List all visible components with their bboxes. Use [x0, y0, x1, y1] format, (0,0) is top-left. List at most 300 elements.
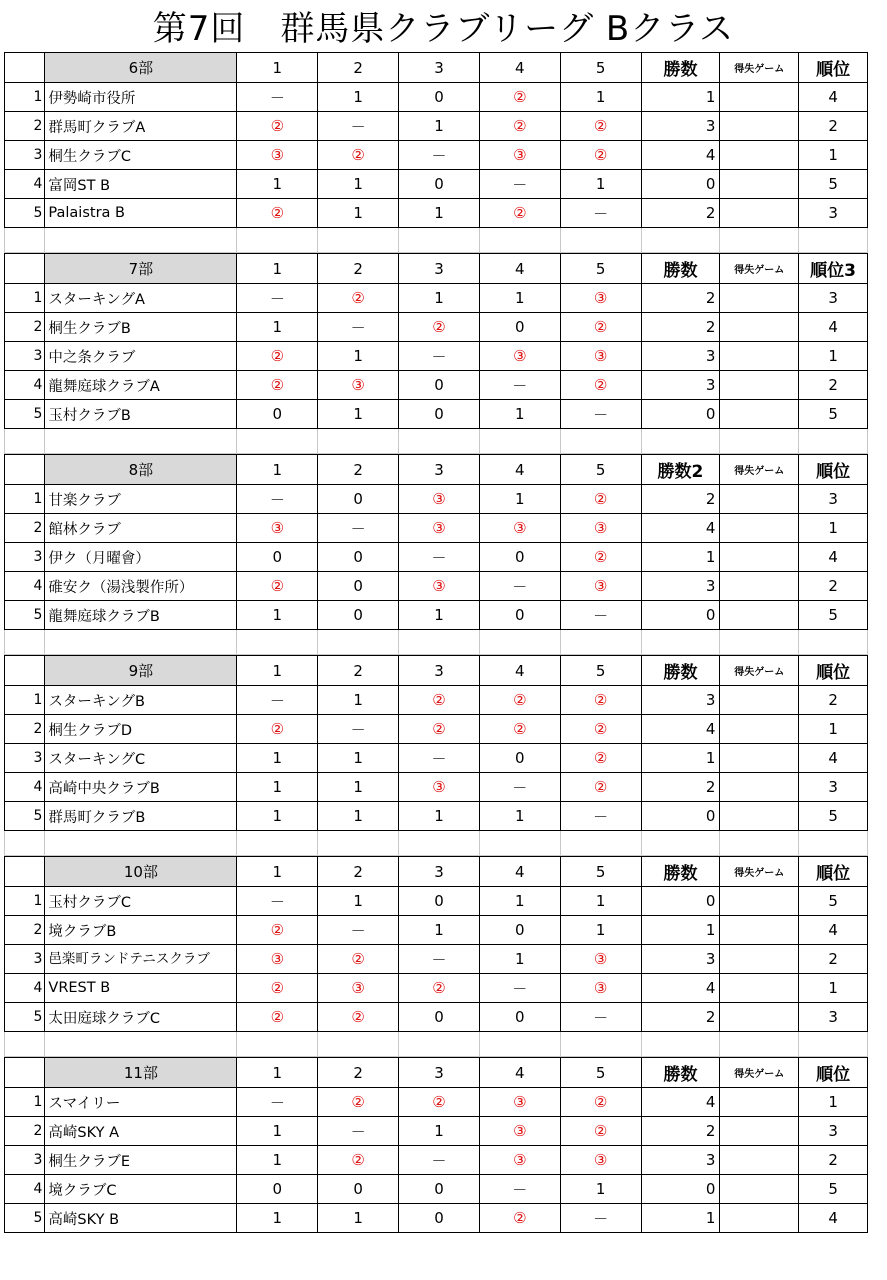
rank-header: 順位 [799, 857, 868, 887]
match-result: ③ [237, 514, 318, 543]
games-diff [720, 514, 799, 543]
header-blank-cell [5, 53, 45, 83]
spacer-cell [479, 228, 560, 253]
team-row [5, 686, 868, 715]
wins-count: 1 [641, 744, 720, 773]
team-name: 甘楽クラブ [45, 485, 237, 514]
team-name: スマイリー [45, 1088, 237, 1117]
games-diff [720, 802, 799, 831]
opponent-col-header: 5 [560, 455, 641, 485]
rank-value: 4 [799, 744, 868, 773]
spacer-cell [799, 228, 868, 253]
match-result: 1 [399, 916, 480, 945]
spacer-cell [318, 228, 399, 253]
match-result: － [479, 572, 560, 601]
team-number: 3 [5, 945, 45, 974]
team-number: 1 [5, 686, 45, 715]
division-name: 11部 [45, 1058, 237, 1088]
team-row [5, 1175, 868, 1204]
spacer-cell [641, 429, 720, 454]
opponent-col-header: 2 [318, 53, 399, 83]
division-table [4, 454, 868, 655]
match-result: － [560, 601, 641, 630]
opponent-col-header: 5 [560, 1058, 641, 1088]
opponent-col-header: 4 [479, 1058, 560, 1088]
match-result: ③ [399, 572, 480, 601]
rank-value: 1 [799, 715, 868, 744]
match-result: ③ [560, 1146, 641, 1175]
match-result: ③ [479, 1117, 560, 1146]
match-result: 1 [479, 400, 560, 429]
rank-value: 5 [799, 887, 868, 916]
team-name: スターキングC [45, 744, 237, 773]
match-result: ② [399, 715, 480, 744]
games-diff [720, 112, 799, 141]
page-title: 第7回 群馬県クラブリーグ Bクラス [152, 9, 735, 49]
team-name: 太田庭球クラブC [45, 1003, 237, 1032]
games-diff [720, 974, 799, 1003]
team-row [5, 112, 868, 141]
division-name: 9部 [45, 656, 237, 686]
team-name: スターキングA [45, 284, 237, 313]
wins-header: 勝数2 [641, 455, 720, 485]
spacer-row [5, 228, 868, 253]
match-result: ② [318, 945, 399, 974]
match-result: 0 [399, 1204, 480, 1233]
wins-header: 勝数 [641, 1058, 720, 1088]
rank-value: 5 [799, 1175, 868, 1204]
division-header-row [5, 857, 868, 887]
team-number: 1 [5, 1088, 45, 1117]
rank-value: 2 [799, 945, 868, 974]
rank-value: 1 [799, 1088, 868, 1117]
match-result: ② [237, 916, 318, 945]
match-result: 0 [479, 916, 560, 945]
header-blank-cell [5, 455, 45, 485]
rank-value: 2 [799, 371, 868, 400]
match-result: － [399, 1146, 480, 1175]
team-name: 伊ク（月曜會） [45, 543, 237, 572]
games-diff-header: 得失ゲーム [720, 1058, 799, 1088]
match-result: ③ [479, 1088, 560, 1117]
match-result: ③ [560, 945, 641, 974]
wins-count: 3 [641, 1146, 720, 1175]
spacer-cell [318, 630, 399, 655]
spacer-cell [5, 429, 45, 454]
rank-value: 3 [799, 1117, 868, 1146]
spacer-cell [799, 831, 868, 856]
match-result: 1 [399, 199, 480, 228]
match-result: 1 [399, 601, 480, 630]
match-result: 0 [318, 601, 399, 630]
match-result: 1 [237, 1117, 318, 1146]
team-name: 桐生クラブB [45, 313, 237, 342]
team-row [5, 887, 868, 916]
games-diff [720, 744, 799, 773]
match-result: 1 [318, 744, 399, 773]
match-result: ② [399, 1088, 480, 1117]
match-result: ③ [237, 141, 318, 170]
team-number: 3 [5, 744, 45, 773]
division-table [4, 1057, 868, 1233]
opponent-col-header: 5 [560, 656, 641, 686]
match-result: 1 [479, 802, 560, 831]
match-result: 0 [479, 601, 560, 630]
match-result: 1 [560, 916, 641, 945]
team-row [5, 601, 868, 630]
division-header-row [5, 254, 868, 284]
opponent-col-header: 2 [318, 656, 399, 686]
team-name: 玉村クラブB [45, 400, 237, 429]
match-result: － [399, 342, 480, 371]
games-diff [720, 1088, 799, 1117]
games-diff-header: 得失ゲーム [720, 656, 799, 686]
team-number: 2 [5, 514, 45, 543]
division-table [4, 655, 868, 856]
match-result: 0 [399, 170, 480, 199]
match-result: ② [479, 112, 560, 141]
team-number: 3 [5, 1146, 45, 1175]
match-result: － [479, 371, 560, 400]
spacer-cell [5, 831, 45, 856]
spacer-cell [799, 630, 868, 655]
wins-count: 4 [641, 1088, 720, 1117]
rank-value: 3 [799, 284, 868, 313]
games-diff-header: 得失ゲーム [720, 254, 799, 284]
match-result: 1 [318, 773, 399, 802]
match-result: ③ [479, 1146, 560, 1175]
opponent-col-header: 4 [479, 254, 560, 284]
match-result: 1 [318, 887, 399, 916]
team-name: 高崎SKY B [45, 1204, 237, 1233]
match-result: 0 [318, 572, 399, 601]
match-result: ② [399, 313, 480, 342]
match-result: － [560, 1204, 641, 1233]
match-result: 1 [560, 887, 641, 916]
team-number: 5 [5, 1204, 45, 1233]
match-result: 1 [318, 1204, 399, 1233]
match-result: ② [560, 543, 641, 572]
match-result: 0 [399, 83, 480, 112]
opponent-col-header: 3 [399, 455, 480, 485]
spacer-cell [237, 228, 318, 253]
spacer-cell [237, 831, 318, 856]
rank-value: 3 [799, 773, 868, 802]
team-row [5, 715, 868, 744]
league-tables [4, 52, 868, 1233]
header-blank-cell [5, 254, 45, 284]
wins-count: 3 [641, 342, 720, 371]
match-result: ② [318, 1003, 399, 1032]
games-diff [720, 83, 799, 112]
spacer-cell [45, 228, 237, 253]
team-row [5, 802, 868, 831]
match-result: ③ [479, 342, 560, 371]
rank-value: 2 [799, 686, 868, 715]
wins-count: 2 [641, 773, 720, 802]
match-result: 1 [318, 342, 399, 371]
team-name: 伊勢崎市役所 [45, 83, 237, 112]
team-number: 4 [5, 170, 45, 199]
match-result: ② [318, 284, 399, 313]
match-result: ② [479, 199, 560, 228]
match-result: － [237, 1088, 318, 1117]
match-result: ② [479, 83, 560, 112]
team-number: 1 [5, 887, 45, 916]
team-row [5, 83, 868, 112]
opponent-col-header: 3 [399, 656, 480, 686]
wins-count: 0 [641, 170, 720, 199]
match-result: 1 [237, 773, 318, 802]
match-result: ③ [237, 945, 318, 974]
match-result: 1 [318, 400, 399, 429]
wins-count: 0 [641, 887, 720, 916]
wins-count: 2 [641, 284, 720, 313]
wins-count: 4 [641, 141, 720, 170]
games-diff [720, 313, 799, 342]
opponent-col-header: 4 [479, 53, 560, 83]
match-result: － [399, 945, 480, 974]
match-result: 1 [560, 83, 641, 112]
team-row [5, 773, 868, 802]
rank-header: 順位 [799, 53, 868, 83]
spacer-cell [45, 630, 237, 655]
opponent-col-header: 3 [399, 53, 480, 83]
match-result: ② [560, 1088, 641, 1117]
match-result: － [237, 83, 318, 112]
match-result: ③ [560, 514, 641, 543]
team-row [5, 141, 868, 170]
division-name: 10部 [45, 857, 237, 887]
match-result: 1 [237, 1204, 318, 1233]
wins-count: 2 [641, 313, 720, 342]
team-number: 3 [5, 342, 45, 371]
division-table [4, 856, 868, 1057]
team-number: 5 [5, 199, 45, 228]
team-row [5, 485, 868, 514]
wins-count: 1 [641, 543, 720, 572]
match-result: － [399, 543, 480, 572]
team-row [5, 371, 868, 400]
match-result: ③ [560, 284, 641, 313]
team-name: 中之条クラブ [45, 342, 237, 371]
opponent-col-header: 3 [399, 857, 480, 887]
team-name: 桐生クラブD [45, 715, 237, 744]
wins-count: 4 [641, 715, 720, 744]
division-name: 8部 [45, 455, 237, 485]
wins-count: 2 [641, 1117, 720, 1146]
spacer-cell [720, 1032, 799, 1057]
match-result: ③ [560, 974, 641, 1003]
games-diff [720, 601, 799, 630]
match-result: ② [560, 313, 641, 342]
rank-header: 順位 [799, 455, 868, 485]
spacer-cell [45, 831, 237, 856]
team-row [5, 400, 868, 429]
opponent-col-header: 1 [237, 53, 318, 83]
match-result: － [237, 686, 318, 715]
team-number: 4 [5, 773, 45, 802]
match-result: 0 [399, 887, 480, 916]
games-diff [720, 945, 799, 974]
team-name: 碓安ク（湯浅製作所） [45, 572, 237, 601]
match-result: 1 [237, 313, 318, 342]
match-result: 0 [318, 543, 399, 572]
rank-value: 4 [799, 916, 868, 945]
match-result: － [237, 284, 318, 313]
match-result: ③ [560, 342, 641, 371]
team-name: 境クラブC [45, 1175, 237, 1204]
games-diff [720, 485, 799, 514]
match-result: ③ [318, 371, 399, 400]
spacer-cell [799, 1032, 868, 1057]
rank-value: 1 [799, 514, 868, 543]
match-result: － [560, 1003, 641, 1032]
team-number: 2 [5, 112, 45, 141]
games-diff [720, 1146, 799, 1175]
spacer-cell [720, 429, 799, 454]
match-result: ② [560, 485, 641, 514]
opponent-col-header: 4 [479, 656, 560, 686]
match-result: － [237, 485, 318, 514]
team-row [5, 170, 868, 199]
games-diff-header: 得失ゲーム [720, 455, 799, 485]
match-result: － [318, 313, 399, 342]
wins-count: 3 [641, 371, 720, 400]
match-result: 0 [479, 313, 560, 342]
team-row [5, 543, 868, 572]
match-result: ② [318, 1088, 399, 1117]
match-result: ② [399, 686, 480, 715]
team-name: 境クラブB [45, 916, 237, 945]
match-result: ② [237, 715, 318, 744]
team-number: 5 [5, 1003, 45, 1032]
team-row [5, 342, 868, 371]
games-diff [720, 141, 799, 170]
match-result: ③ [399, 773, 480, 802]
spacer-cell [720, 831, 799, 856]
spacer-cell [5, 1032, 45, 1057]
match-result: 1 [399, 1117, 480, 1146]
match-result: 1 [318, 83, 399, 112]
games-diff-header: 得失ゲーム [720, 53, 799, 83]
match-result: 1 [399, 284, 480, 313]
team-row [5, 1146, 868, 1175]
spacer-cell [45, 1032, 237, 1057]
spacer-cell [479, 1032, 560, 1057]
spacer-cell [237, 429, 318, 454]
games-diff [720, 1175, 799, 1204]
rank-value: 3 [799, 485, 868, 514]
match-result: ③ [479, 514, 560, 543]
opponent-col-header: 1 [237, 455, 318, 485]
match-result: ③ [399, 514, 480, 543]
opponent-col-header: 1 [237, 1058, 318, 1088]
wins-header: 勝数 [641, 656, 720, 686]
spacer-cell [641, 831, 720, 856]
wins-count: 0 [641, 601, 720, 630]
games-diff [720, 284, 799, 313]
team-number: 5 [5, 802, 45, 831]
match-result: － [479, 1175, 560, 1204]
spacer-row [5, 630, 868, 655]
division-header-row [5, 1058, 868, 1088]
games-diff [720, 686, 799, 715]
games-diff [720, 1003, 799, 1032]
opponent-col-header: 3 [399, 1058, 480, 1088]
match-result: 1 [318, 686, 399, 715]
rank-header: 順位3 [799, 254, 868, 284]
match-result: － [479, 974, 560, 1003]
opponent-col-header: 2 [318, 455, 399, 485]
team-row [5, 514, 868, 543]
rank-value: 4 [799, 543, 868, 572]
games-diff [720, 371, 799, 400]
match-result: ② [560, 715, 641, 744]
match-result: 0 [399, 371, 480, 400]
spacer-cell [479, 429, 560, 454]
team-number: 2 [5, 715, 45, 744]
match-result: ② [479, 1204, 560, 1233]
opponent-col-header: 1 [237, 857, 318, 887]
rank-value: 4 [799, 83, 868, 112]
wins-count: 4 [641, 974, 720, 1003]
team-number: 4 [5, 572, 45, 601]
wins-count: 2 [641, 1003, 720, 1032]
match-result: ② [237, 572, 318, 601]
opponent-col-header: 5 [560, 53, 641, 83]
match-result: ③ [399, 485, 480, 514]
header-blank-cell [5, 1058, 45, 1088]
match-result: 0 [237, 543, 318, 572]
match-result: 1 [237, 802, 318, 831]
wins-count: 3 [641, 945, 720, 974]
spacer-cell [5, 228, 45, 253]
spacer-cell [641, 228, 720, 253]
spacer-cell [399, 831, 480, 856]
match-result: ② [560, 141, 641, 170]
games-diff [720, 773, 799, 802]
match-result: 0 [479, 543, 560, 572]
wins-count: 1 [641, 83, 720, 112]
spacer-row [5, 831, 868, 856]
match-result: ② [318, 1146, 399, 1175]
match-result: 0 [318, 1175, 399, 1204]
team-name: Palaistra B [45, 199, 237, 228]
team-row [5, 284, 868, 313]
match-result: ② [560, 112, 641, 141]
match-result: 1 [237, 744, 318, 773]
spacer-cell [560, 429, 641, 454]
match-result: 1 [318, 170, 399, 199]
opponent-col-header: 1 [237, 656, 318, 686]
spacer-cell [399, 429, 480, 454]
spacer-cell [560, 1032, 641, 1057]
spacer-cell [237, 630, 318, 655]
match-result: 0 [318, 485, 399, 514]
opponent-col-header: 4 [479, 455, 560, 485]
wins-count: 3 [641, 572, 720, 601]
games-diff [720, 400, 799, 429]
opponent-col-header: 2 [318, 254, 399, 284]
wins-count: 2 [641, 199, 720, 228]
division-header-row [5, 656, 868, 686]
match-result: ② [237, 371, 318, 400]
opponent-col-header: 2 [318, 857, 399, 887]
match-result: ② [237, 974, 318, 1003]
spacer-cell [237, 1032, 318, 1057]
rank-value: 1 [799, 342, 868, 371]
